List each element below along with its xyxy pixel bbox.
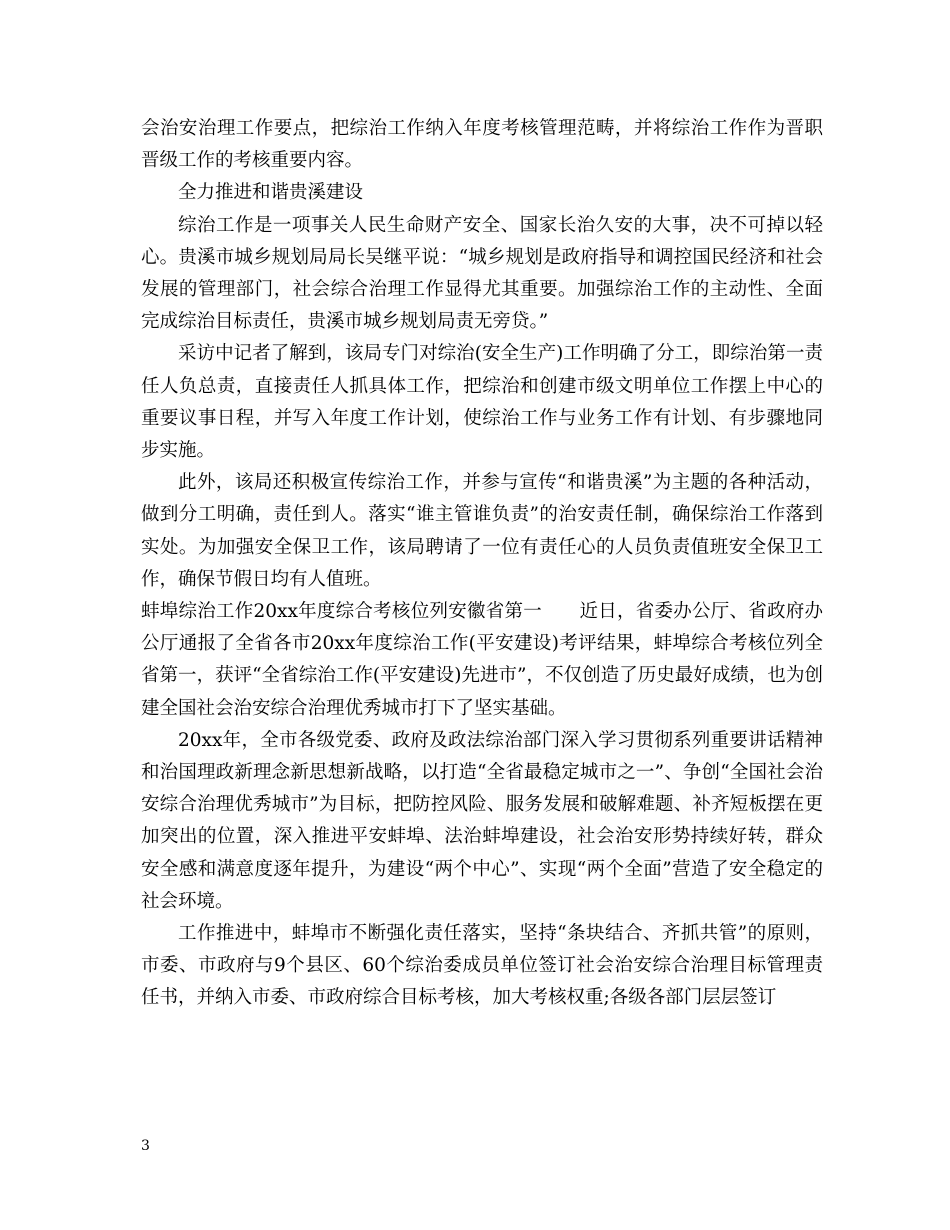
section-heading: 全力推进和谐贵溪建设 [178, 182, 364, 204]
paragraph: 综治工作是一项事关人民生命财产安全、国家长治久安的大事，决不可掉以轻心。贵溪市城乡规划局局长吴继平说：“城乡规划是政府指导和调控国民经济和社会发展的管理部门，社会综合治理工作显得尤其重要。加强综治工作的主动性、全面完成综治目标责任，贵溪市城乡规划局责无旁贷。” [141, 214, 823, 333]
paragraph: 工作推进中，蚌埠市不断强化责任落实，坚持“条块结合、齐抓共管”的原则，市委、市政府与9个县区、60个综治委成员单位签订社会治安综合治理目标管理责任书，并纳入市委、市政府综合目标考核，加大考核权重;各级各部门层层签订 [141, 923, 823, 1009]
paragraph: 此外，该局还积极宣传综治工作，并参与宣传“和谐贵溪”为主题的各种活动，做到分工明确，责任到人。落实“谁主管谁负责”的治安责任制，确保综治工作落到实处。为加强安全保卫工作，该局聘请了一位有责任心的人员负责值班安全保卫工作，确保节假日均有人值班。 [141, 472, 823, 590]
paragraph-continuation: 会治安治理工作要点，把综治工作纳入年度考核管理范畴，并将综治工作作为晋职晋级工作的考核重要内容。 [141, 118, 823, 172]
paragraph-with-inline-heading: 蚌埠综治工作20xx年度综合考核位列安徽省第一 近日，省委办公厅、省政府办公厅通报了全省各市20xx年度综治工作(平安建设)考评结果，蚌埠综合考核位列全省第一，获评“全省综治工作(平安建设)先进市”，不仅创造了历史最好成绩，也为创建全国社会治安综合治理优秀城市打下了坚实基础。 [141, 601, 823, 719]
document-body [141, 113, 823, 1015]
page-number: 3 [141, 1138, 150, 1154]
paragraph: 采访中记者了解到，该局专门对综治(安全生产)工作明确了分工，即综治第一责任人负总责，直接责任人抓具体工作，把综治和创建市级文明单位工作摆上中心的重要议事日程，并写入年度工作计划，使综治工作与业务工作有计划、有步骤地同步实施。 [141, 343, 823, 462]
paragraph: 20xx年，全市各级党委、政府及政法综治部门深入学习贯彻系列重要讲话精神和治国理政新理念新思想新战略，以打造“全省最稳定城市之一”、争创“全国社会治安综合治理优秀城市”为目标，把防控风险、服务发展和破解难题、补齐短板摆在更加突出的位置，深入推进平安蚌埠、法治蚌埠建设，社会治安形势持续好转，群众安全感和满意度逐年提升，为建设“两个中心”、实现“两个全面”营造了安全稳定的社会环境。 [141, 729, 823, 912]
